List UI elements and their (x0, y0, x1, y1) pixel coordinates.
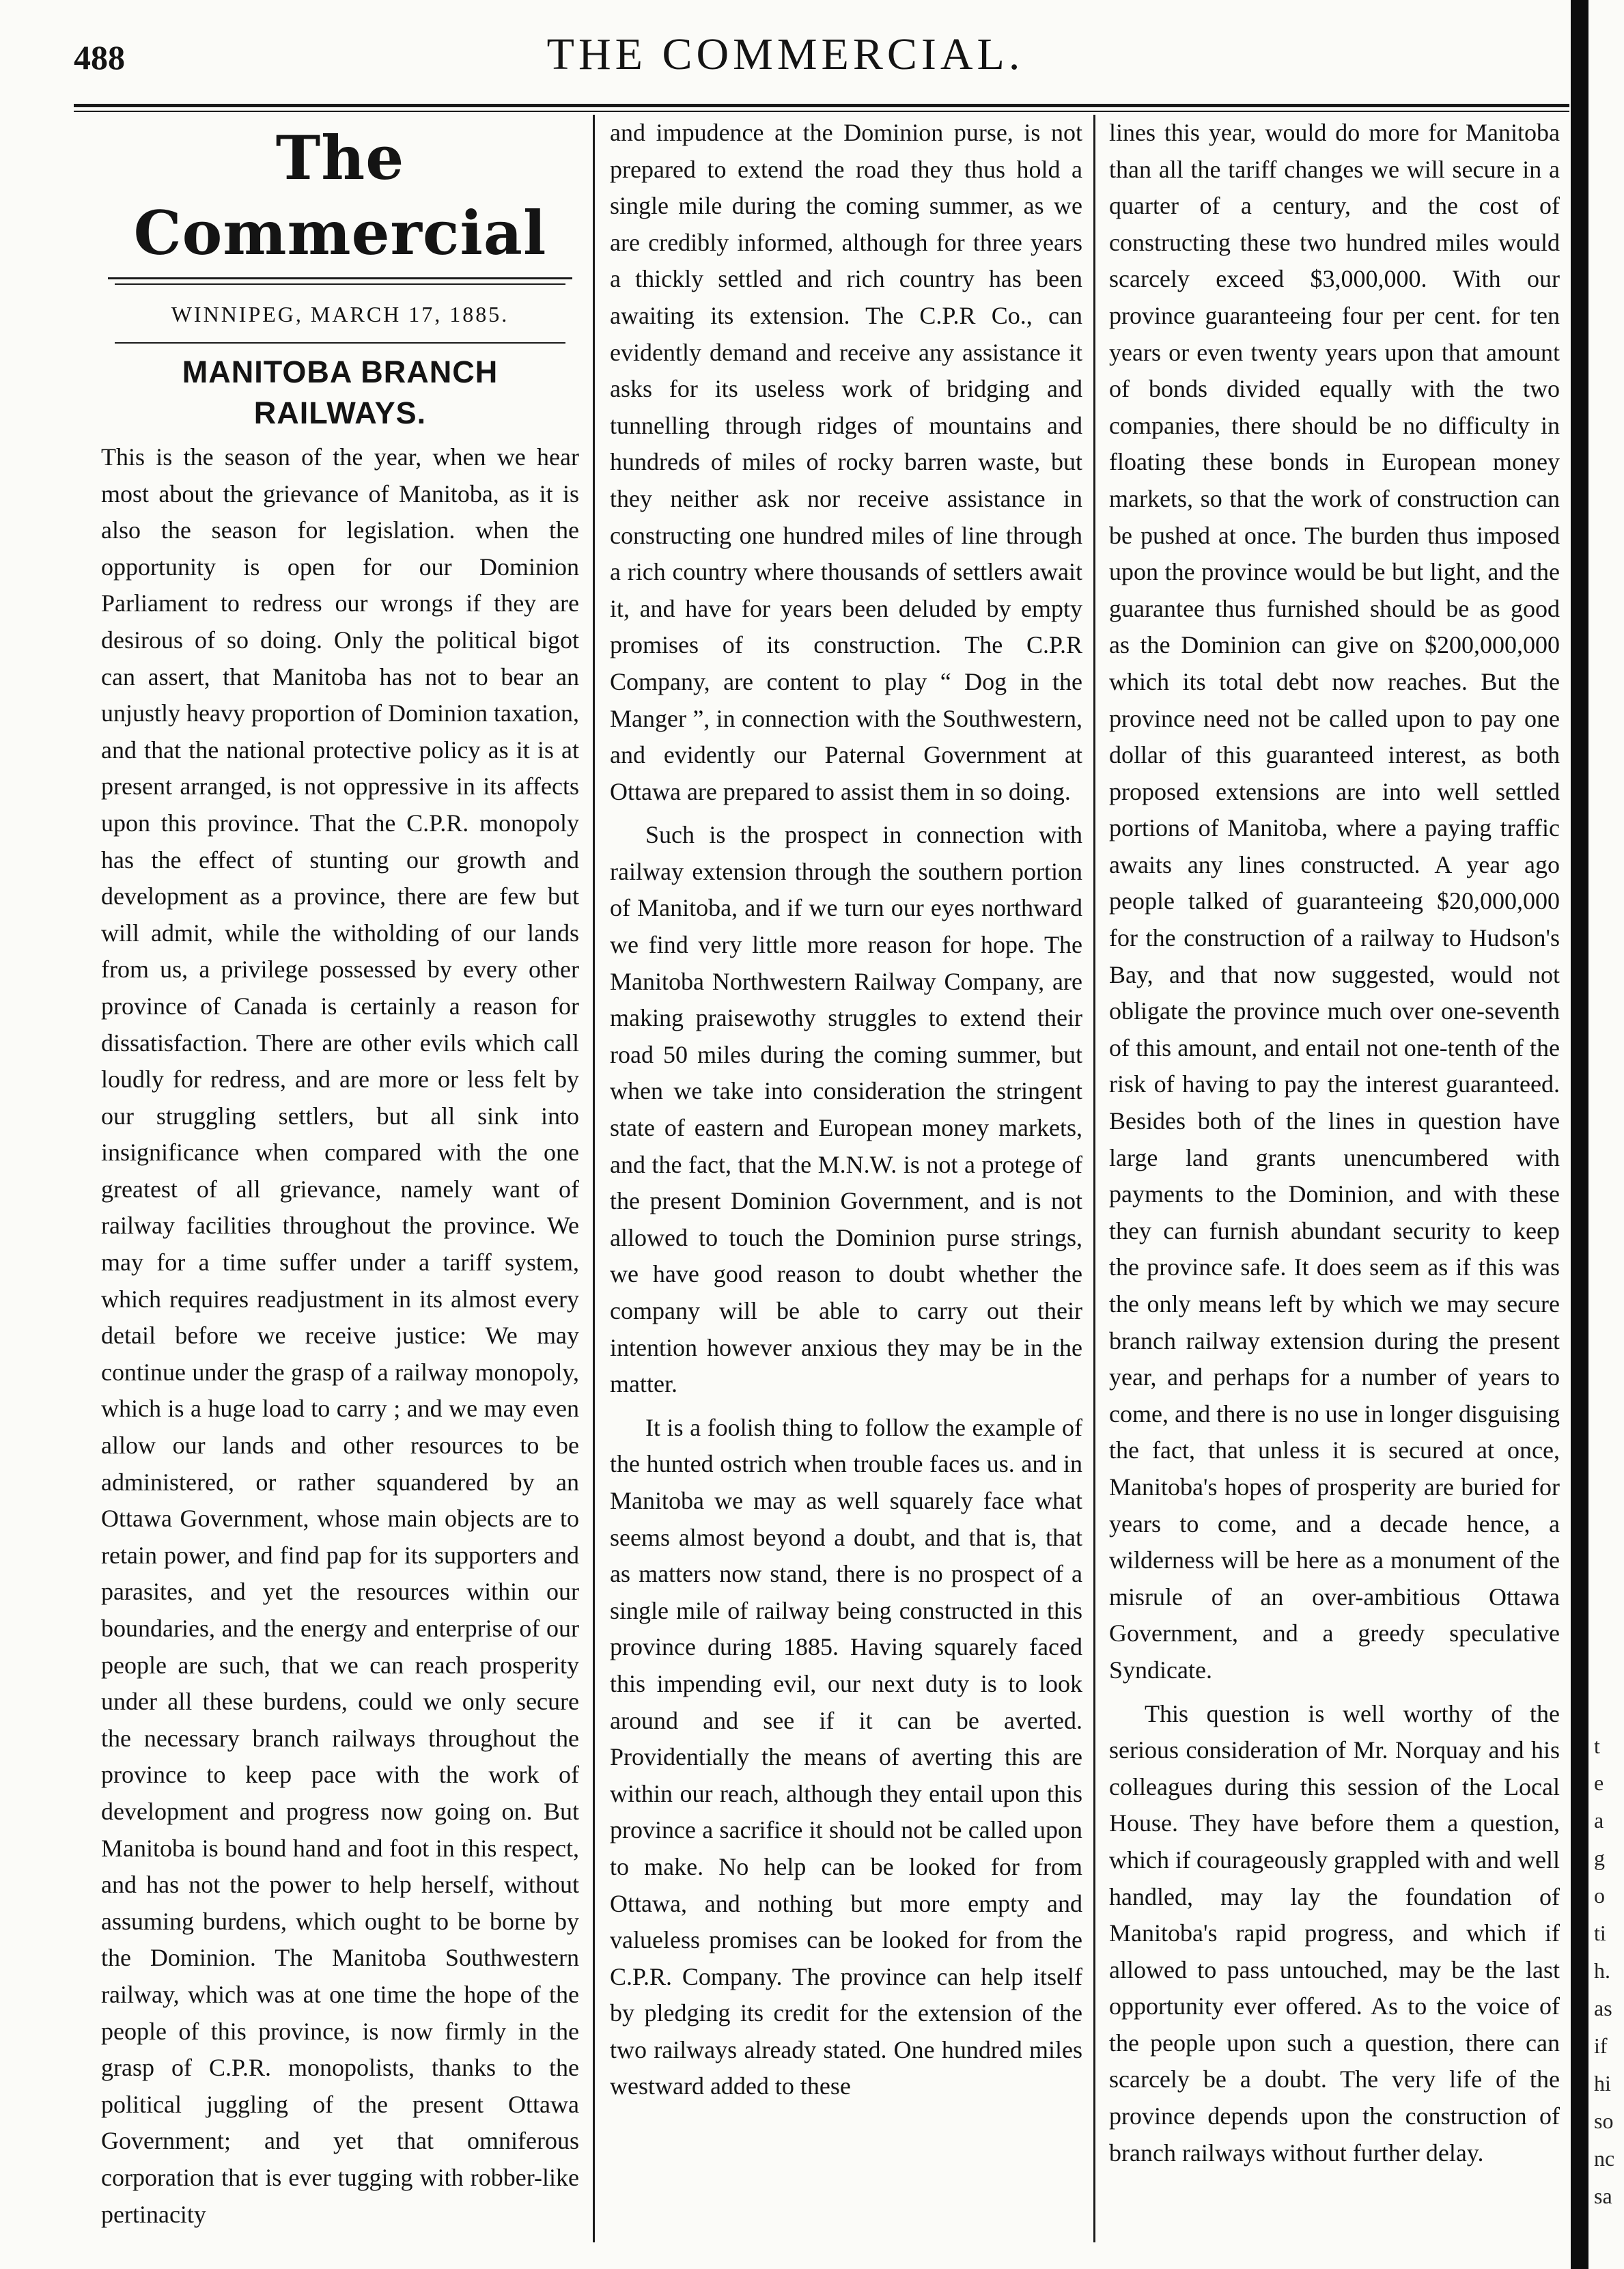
paragraph: This question is well worthy of the serious consideration of Mr. Norquay and his colleagues during this session of the Local House. They have before them a question, which if courageously grappled with and well handled, may lay the foundation of Manitoba's rapid progress, and which if allowed to pass untouched, may be the last opportunity ever offered. As to the voice of the people upon such a question, there can scarcely be a doubt. The very life of the province depends upon the construction of branch railways without further delay. (1109, 1699, 1560, 2167)
edge-fragment: hi (1594, 2071, 1611, 2096)
edge-fragment: as (1594, 1996, 1612, 2020)
edge-fragment: nc (1594, 2146, 1615, 2171)
paragraph: This is the season of the year, when we hear most about the grievance of Manitoba, as it is also the season for legislation. when the opportunity is open for our Dominion Parliament to redress our wrongs if they are desirous of so doing. Only the political bigot can assert, that Manitoba has not to bear an unjustly heavy proportion of Dominion taxation, and that the national protective policy as it is at present arranged, is not oppressive in its affects upon this province. That the C.P.R. monopoly has the effect of stunting our growth and development as a province, there are few but will admit, while the witholding of our lands from us, a privilege possessed by every other province of Canada is certainly a reason for dissatisfaction. There are other evils which call loudly for redress, and are more or less felt by our struggling settlers, but all sink into insignificance when compared with the one greatest of all grievance, namely want of railway facilities throughout the province. We may for a time suffer under a tariff system, which requires readjustment in its almost every detail before we receive justice: We may continue under the grasp of a railway monopoly, which is a huge load to carry ; and we may even allow our lands and other resources to be administered, or rather squandered by an Ottawa Government, whose main objects are to retain power, and find pap for its supporters and parasites, and yet the resources within our boundaries, and the energy and enterprise of our people are such, that we can reach prosperity under all these burdens, could we only secure the necessary branch railways throughout the province to keep pace with the work of development and progress now going on. But Manitoba is bound hand and foot in this respect, and has not the power to help herself, without assuming burdens, which ought to be borne by the Dominion. The Manitoba Southwestern railway, which was at one time the hope of the people of this province, is now firmly in the grasp of C.P.R. monopolists, thanks to the political juggling of the present Ottawa Government; and yet that omniferous corporation that is ever tugging with robber-like pertinacity (101, 443, 579, 2228)
dateline: WINNIPEG, MARCH 17, 1885. (171, 302, 509, 326)
page-header (0, 0, 1571, 96)
edge-fragment: t (1594, 1734, 1600, 1758)
paragraph: lines this year, would do more for Manitoba than all the tariff changes we will secure in a quarter of a century, and the cost of constructing these two hundred miles would scarcely exceed $3,000,000. With our province guaranteeing four per cent. for ten years or even twenty years upon that amount of bonds divided equally with the two companies, there should be no difficulty in floating these bonds in European money markets, so that the work of construction can be pushed at once. The burden thus imposed upon the province would be but light, and the guarantee thus furnished should be as good as the Dominion can give on $200,000,000 which its total debt now reaches. But the province need not be called upon to pay one dollar of this guaranteed interest, as both proposed extensions are into well settled portions of Manitoba, where a paying traffic awaits any lines constructed. A year ago people talked of guaranteeing $20,000,000 for the construction of a railway to Hudson's Bay, and that now suggested, would not obligate the province much over one-seventh of this amount, and entail not one-tenth of the risk of having to pay the interest guaranteed. Besides both of the lines in question have large land grants unencumbered with payments to the Dominion, and with these they can furnish abundant security to keep the province safe. It does seem as if this was the only means left by which we may secure branch railway extension during the present year, and perhaps for a number of years to come, and there is no use in longer disguising the fact, that unless it is secured at once, Manitoba's hopes of prosperity are buried for years to come, and a decade hence, a wilderness will be here as a monument of the misrule of an over-ambitious Ottawa Government, and a greedy speculative Syndicate. (1109, 119, 1560, 1684)
paragraph: Such is the prospect in connection with railway extension through the southern portion of Manitoba, and if we turn our eyes northward we find very little more reason for hope. The Manitoba Northwestern Railway Company, are making praisewothy struggles to extend their road 50 miles during the coming summer, but when we take into consideration the stringent state of eastern and European money markets, and the fact, that the M.N.W. is not a protege of the present Dominion Government, and is not allowed to touch the Dominion purse strings, we have good reason to doubt whether the company will be able to carry out their intention however anxious they may be in the matter. (610, 821, 1082, 1398)
article-headline: MANITOBA BRANCH RAILWAYS. (182, 354, 499, 430)
column-divider (1093, 115, 1095, 2242)
top-rule-thin (74, 111, 1569, 112)
binding-shadow (1571, 0, 1588, 2269)
edge-fragment: e (1594, 1770, 1604, 1795)
column-2 (610, 115, 1082, 2105)
edge-fragment: h. (1594, 1958, 1610, 1983)
running-title: THE COMMERCIAL. (546, 29, 1024, 79)
page-number: 488 (74, 38, 125, 76)
column-3 (1109, 115, 1560, 2171)
edge-fragment: so (1594, 2108, 1614, 2133)
edge-fragment: o (1594, 1883, 1605, 1908)
edge-fragment: sa (1594, 2184, 1612, 2208)
column-divider (593, 115, 595, 2242)
paragraph: and impudence at the Dominion purse, is not prepared to extend the road they thus hold a single mile during the coming summer, as we are credibly informed, although for three years a thickly settled and rich country has been awaiting its extension. The C.P.R Co., can evidently demand and receive any assistance it asks for its useless work of bridging and tunnelling through ridges of mountains and hundreds of miles of rocky barren waste, but they neither ask nor receive assistance in constructing one hundred miles of line through a rich country where thousands of settlers await it, and have for years been deluded by empty promises of its construction. The C.P.R Company, are content to play “ Dog in the Manger ”, in connection with the Southwestern, and evidently our Paternal Government at Ottawa are prepared to assist them in so doing. (610, 119, 1082, 805)
masthead-rule-thin (115, 283, 565, 285)
top-rule (74, 104, 1569, 107)
edge-fragment: if (1594, 2033, 1608, 2058)
edge-fragment: g (1594, 1846, 1605, 1870)
paragraph: It is a foolish thing to follow the example of the hunted ostrich when trouble faces us. and in Manitoba we may as well squarely face what seems almost beyond a doubt, and that is, that as matters now stand, there is no prospect of a single mile of railway being constructed in this province during 1885. Having squarely faced this impending evil, our next duty is to look around and see if it can be averted. Providentially the means of averting this are within our reach, although they entail upon this province a sacrifice it should not be called upon to make. No help can be looked for from Ottawa, and nothing but more empty and valueless promises can be looked for from the C.P.R. Company. The province can help itself by pledging its credit for the extension of the two railways already stated. One hundred miles westward added to these (610, 1413, 1082, 2100)
column-1 (101, 115, 579, 2233)
edge-fragment: a (1594, 1808, 1604, 1833)
dateline-rule (115, 342, 565, 344)
edge-fragment: ti (1594, 1921, 1606, 1945)
masthead-rule (108, 277, 572, 279)
masthead-title: The Commercial (133, 122, 547, 268)
